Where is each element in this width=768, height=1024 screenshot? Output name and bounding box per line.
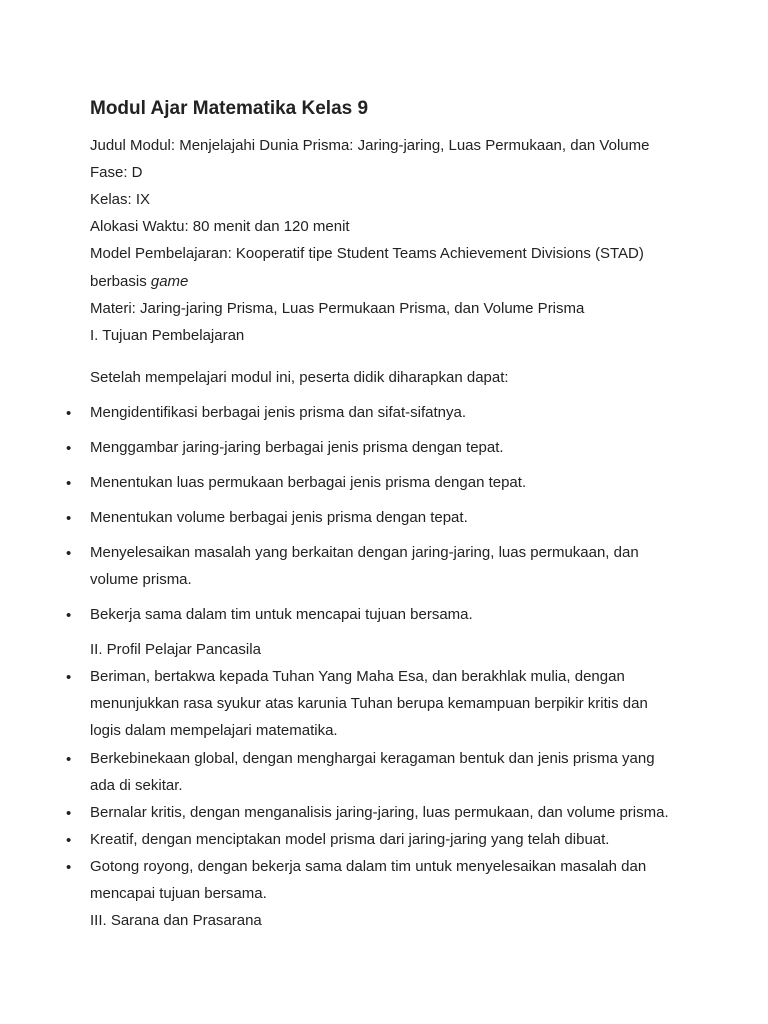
bullet-marker: • [66, 405, 72, 422]
list-item: Gotong royong, dengan bekerja sama dalam tim untuk menyelesaikan masalah dan mencapai tujuan bersama. [90, 858, 647, 902]
bullet-marker: • [66, 607, 72, 624]
list-item: Bernalar kritis, dengan menganalisis jaring-jaring, luas permukaan, dan volume prisma. [90, 804, 669, 821]
list-item: Menentukan luas permukaan berbagai jenis prisma dengan tepat. [90, 474, 527, 491]
info-model-line1: Model Pembelajaran: Kooperatif tipe Student Teams Achievement Divisions (STAD) [90, 245, 644, 262]
bullet-marker: • [66, 510, 72, 527]
list-item: Menggambar jaring-jaring berbagai jenis prisma dengan tepat. [90, 439, 504, 456]
info-kelas: Kelas: IX [90, 191, 151, 208]
list-item: Kreatif, dengan menciptakan model prisma dari jaring-jaring yang telah dibuat. [90, 831, 610, 848]
bullet-marker: • [66, 859, 72, 876]
info-materi: Materi: Jaring-jaring Prisma, Luas Permukaan Prisma, dan Volume Prisma [90, 300, 585, 317]
info-model-line2 [90, 268, 188, 295]
list-item: Menentukan volume berbagai jenis prisma dengan tepat. [90, 509, 468, 526]
bullet-marker: • [66, 805, 72, 822]
section1-intro: Setelah mempelajari modul ini, peserta didik diharapkan dapat: [90, 369, 509, 386]
list-item: Menyelesaikan masalah yang berkaitan dengan jaring-jaring, luas permukaan, dan volume prisma. [90, 544, 639, 588]
bullet-marker: • [66, 440, 72, 457]
info-judul: Judul Modul: Menjelajahi Dunia Prisma: Jaring-jaring, Luas Permukaan, dan Volume [90, 137, 650, 154]
info-alokasi: Alokasi Waktu: 80 menit dan 120 menit [90, 218, 350, 235]
document-title: Modul Ajar Matematika Kelas 9 [90, 98, 369, 119]
section3-heading: III. Sarana dan Prasarana [90, 912, 262, 929]
list-item: Beriman, bertakwa kepada Tuhan Yang Maha Esa, dan berakhlak mulia, dengan menunjukkan rasa syukur atas karunia Tuhan berupa kemampuan berpikir kritis dan logis dalam mempelajari matematika. [90, 668, 648, 739]
info-model-italic: game [150, 273, 189, 290]
bullet-marker: • [66, 751, 72, 768]
list-item: Mengidentifikasi berbagai jenis prisma dan sifat-sifatnya. [90, 404, 467, 421]
section2-heading: II. Profil Pelajar Pancasila [90, 641, 261, 658]
section1-heading: I. Tujuan Pembelajaran [90, 327, 245, 344]
bullet-marker: • [66, 832, 72, 849]
info-model-prefix: berbasis [90, 273, 151, 290]
list-item: Bekerja sama dalam tim untuk mencapai tujuan bersama. [90, 606, 473, 623]
bullet-marker: • [66, 475, 72, 492]
list-item: Berkebinekaan global, dengan menghargai keragaman bentuk dan jenis prisma yang ada di sekitar. [90, 750, 655, 794]
info-fase: Fase: D [90, 164, 143, 181]
bullet-marker: • [66, 545, 72, 562]
bullet-marker: • [66, 669, 72, 686]
